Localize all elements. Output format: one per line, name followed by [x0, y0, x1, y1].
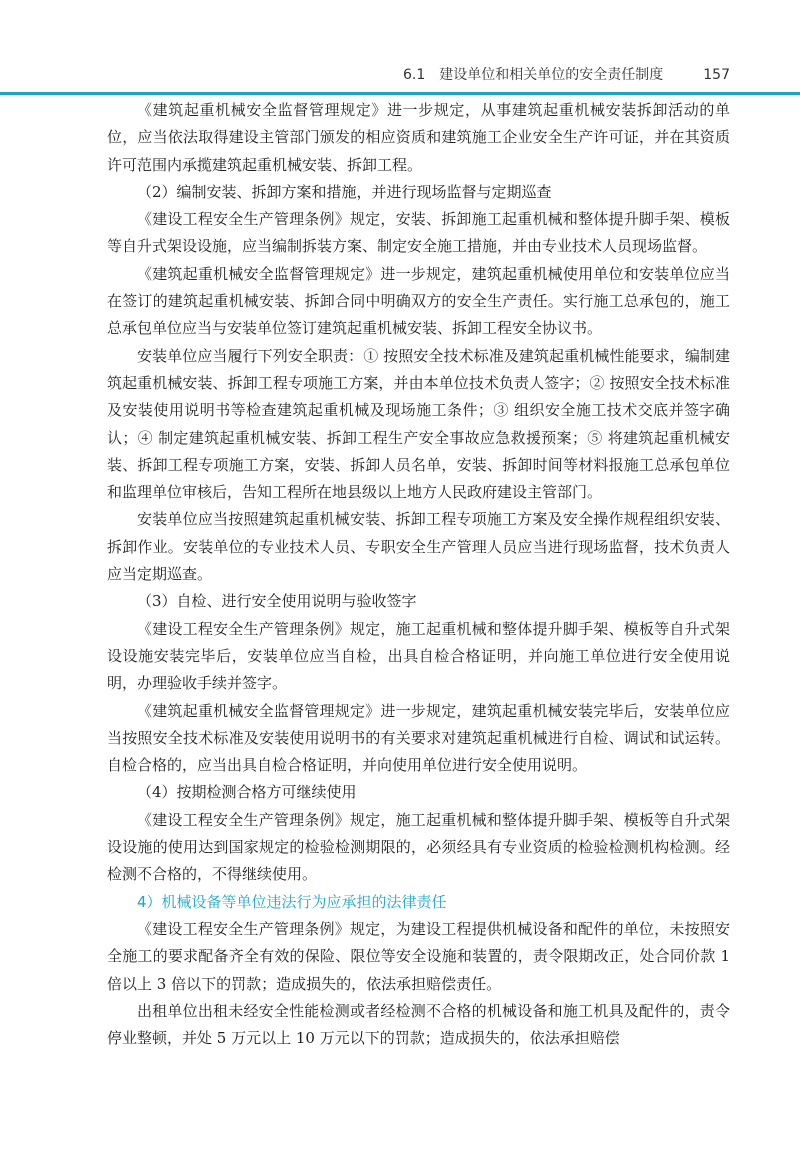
paragraph: 《建筑起重机械安全监督管理规定》进一步规定，建筑起重机械安装完毕后，安装单位应当按照安全技术标准及安装使用说明书的有关要求对建筑起重机械进行自检、调试和试运转。自检合格的，应当出具自检合格证明，并向使用单位进行安全使用说明。 — [107, 701, 730, 775]
section-heading: 4）机械设备等单位违法行为应承担的法律责任 — [137, 892, 447, 911]
paragraph: 出租单位出租未经安全性能检测或者经检测不合格的机械设备和施工机具及配件的，责令停业整顿，并处 5 万元以上 10 万元以下的罚款；造成损失的，依法承担赔偿 — [107, 1001, 730, 1048]
paragraph: 《建设工程安全生产管理条例》规定，施工起重机械和整体提升脚手架、模板等自升式架设设施的使用达到国家规定的检验检测期限的，必须经具有专业资质的检验检测机构检测。经检测不合格的，不得继续使用。 — [107, 810, 730, 884]
paragraph: 《建设工程安全生产管理条例》规定，为建设工程提供机械设备和配件的单位，未按照安全施工的要求配备齐全有效的保险、限位等安全设施和装置的，责令限期改正，处合同价款 1 倍以上 3 倍以下的罚款；造成损失的，依法承担赔偿责任。 — [107, 919, 730, 993]
subheading: （2）编制安装、拆卸方案和措施，并进行现场监督与定期巡查 — [137, 182, 552, 201]
running-header — [107, 64, 730, 84]
header-rule — [0, 92, 800, 95]
paragraph: 《建设工程安全生产管理条例》规定，安装、拆卸施工起重机械和整体提升脚手架、模板等自升式架设设施，应当编制拆装方案、制定安全施工措施，并由专业技术人员现场监督。 — [107, 210, 730, 256]
paragraph: 安装单位应当履行下列安全职责：① 按照安全技术标准及建筑起重机械性能要求，编制建筑起重机械安装、拆卸工程专项施工方案，并由本单位技术负责人签字；② 按照安全技术标准及安装使用说明书等检查建筑起重机械及现场施工条件；③ 组织安全施工技术交底并签字确认；④ 制定建筑起重机械安装、拆卸工程生产安全事故应急救援预案；⑤ 将建筑起重机械安装、拆卸工程专项施工方案，安装、拆卸人员名单，安装、拆卸时间等材料报施工总承包单位和监理单位审核后，告知工程所在地县级以上地方人民政府建设主管部门。 — [107, 346, 730, 502]
paragraph: 《建筑起重机械安全监督管理规定》进一步规定，从事建筑起重机械安装拆卸活动的单位，应当依法取得建设主管部门颁发的相应资质和建筑施工企业安全生产许可证，并在其资质许可范围内承揽建筑起重机械安装、拆卸工程。 — [107, 101, 730, 174]
section-title: 6.1 建设单位和相关单位的安全责任制度 — [403, 67, 664, 83]
page-number: 157 — [703, 67, 730, 83]
paragraph: 《建筑起重机械安全监督管理规定》进一步规定，建筑起重机械使用单位和安装单位应当在签订的建筑起重机械安装、拆卸合同中明确双方的安全生产责任。实行施工总承包的，施工总承包单位应当与安装单位签订建筑起重机械安装、拆卸工程安全协议书。 — [107, 264, 730, 338]
paragraph: 安装单位应当按照建筑起重机械安装、拆卸工程专项施工方案及安全操作规程组织安装、拆卸作业。安装单位的专业技术人员、专职安全生产管理人员应当进行现场监督，技术负责人应当定期巡查。 — [107, 510, 730, 584]
subheading: （3）自检、进行安全使用说明与验收签字 — [137, 592, 417, 611]
body-text — [107, 97, 730, 1052]
subheading: （4）按期检测合格方可继续使用 — [137, 783, 357, 802]
paragraph: 《建设工程安全生产管理条例》规定，施工起重机械和整体提升脚手架、模板等自升式架设设施安装完毕后，安装单位应当自检，出具自检合格证明，并向施工单位进行安全使用说明，办理验收手续并签字。 — [107, 619, 730, 693]
